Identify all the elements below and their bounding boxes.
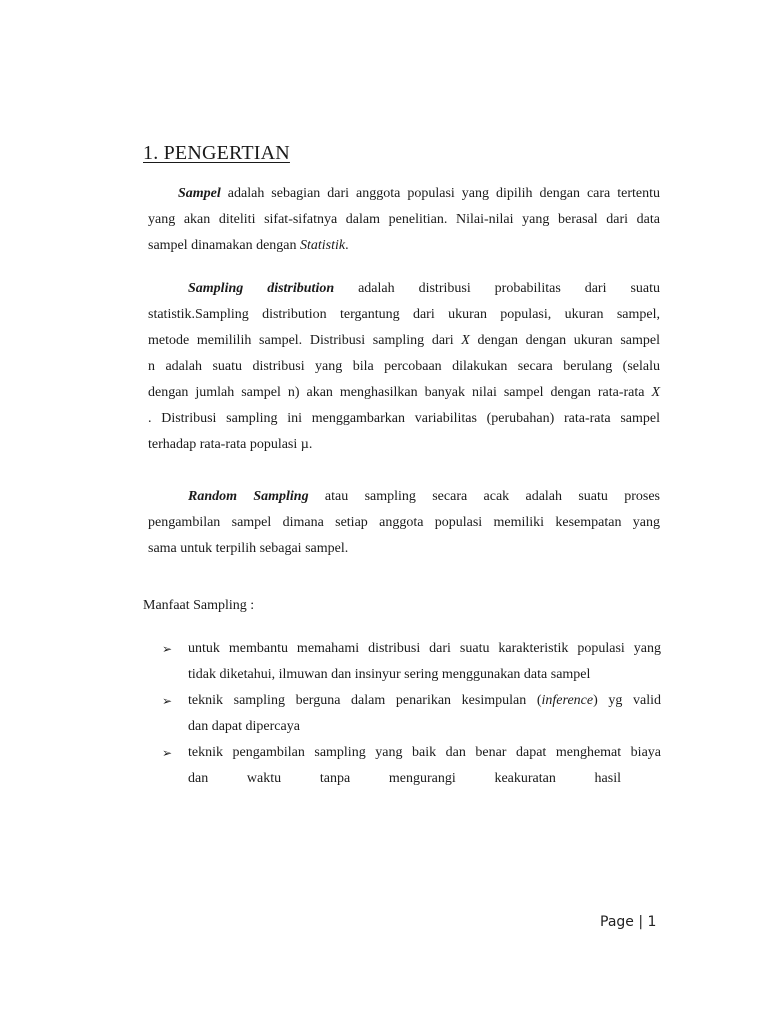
list-item	[162, 688, 662, 740]
para-line: pengambilan sampel dimana setiap anggota populasi memiliki kesempatan yang	[148, 515, 660, 530]
arrowhead-bullet-icon: ➢	[162, 694, 173, 708]
term-sampel: Sampel	[178, 186, 221, 201]
para-line: . Distribusi sampling ini menggambarkan variabilitas (perubahan) rata-rata sampel	[148, 411, 660, 426]
para-line: sama untuk terpilih sebagai sampel.	[148, 541, 349, 556]
list-item	[162, 740, 662, 792]
para-line: Sampel adalah sebagian dari anggota populasi yang dipilih dengan cara tertentu	[178, 186, 660, 201]
para-line: Sampling distribution adalah distribusi probabilitas dari suatu	[188, 281, 660, 296]
bullet-line: teknik sampling berguna dalam penarikan kesimpulan (inference) yg valid	[188, 693, 661, 708]
bullet-line: dan waktu tanpa mengurangi keakuratan hasil	[188, 771, 621, 786]
bullet-line: untuk membantu memahami distribusi dari suatu karakteristik populasi yang	[188, 641, 661, 656]
bullet-list	[162, 636, 662, 792]
paragraph-sampling-distribution	[148, 276, 660, 458]
bullet-line: tidak diketahui, ilmuwan dan insinyur sering menggunakan data sampel	[188, 667, 591, 682]
para-line: terhadap rata-rata populasi µ.	[148, 437, 313, 452]
term-statistik: Statistik	[300, 238, 346, 253]
term-inference: inference	[541, 693, 594, 708]
bullet-line: dan dapat dipercaya	[188, 719, 300, 734]
bullet-line: teknik pengambilan sampling yang baik dan benar dapat menghemat biaya	[188, 745, 661, 760]
para-line: n adalah suatu distribusi yang bila percobaan dilakukan secara berulang (selalu	[148, 359, 660, 374]
para-line: metode memililih sampel. Distribusi sampling dari X dengan dengan ukuran sampel	[148, 333, 660, 348]
manfaat-label: Manfaat Sampling :	[143, 598, 255, 613]
paragraph-random-sampling	[148, 484, 660, 562]
para-line: dengan jumlah sampel n) akan menghasilkan banyak nilai sampel dengan rata-rata X	[148, 385, 660, 400]
page-number: Page | 1	[600, 914, 657, 930]
term-random-sampling: Random Sampling	[188, 489, 309, 504]
section-heading: 1. PENGERTIAN	[143, 142, 290, 164]
x-bar-symbol: X	[651, 385, 660, 400]
arrowhead-bullet-icon: ➢	[162, 642, 173, 656]
para-line: yang akan diteliti sifat-sifatnya dalam penelitian. Nilai-nilai yang berasal dari data	[148, 212, 660, 227]
para-line: sampel dinamakan dengan Statistik.	[148, 238, 349, 253]
para-line: Random Sampling atau sampling secara acak adalah suatu proses	[188, 489, 660, 504]
paragraph-sampel	[148, 181, 660, 259]
para-line: statistik.Sampling distribution tergantung dari ukuran populasi, ukuran sampel,	[148, 307, 660, 322]
list-item	[162, 636, 662, 688]
x-bar-symbol: X	[461, 333, 470, 348]
term-sampling-distribution: Sampling distribution	[188, 281, 335, 296]
arrowhead-bullet-icon: ➢	[162, 746, 173, 760]
